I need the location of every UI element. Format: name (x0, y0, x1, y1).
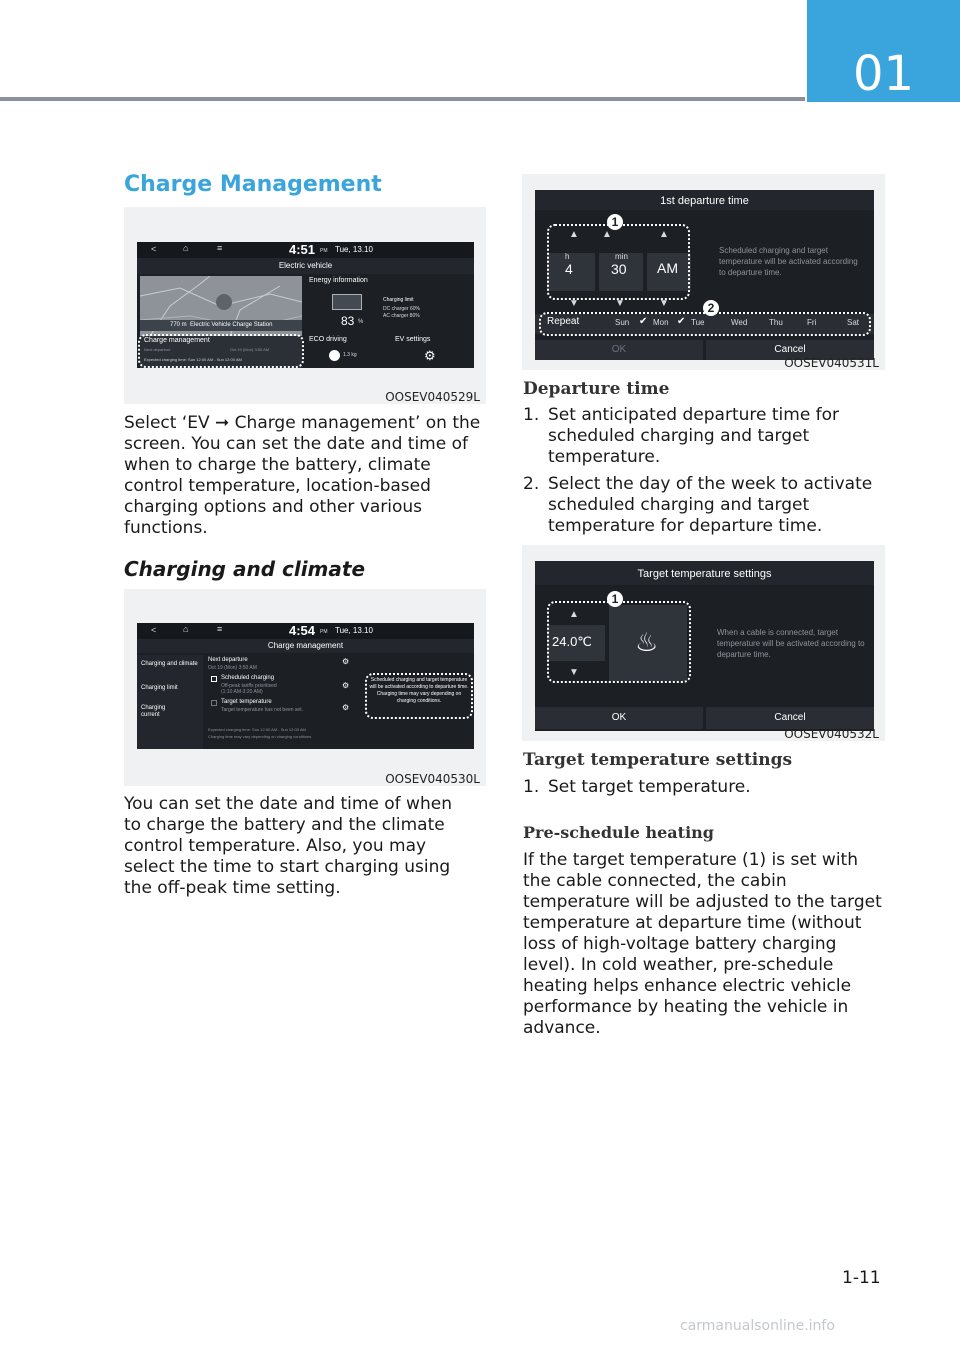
step-text: Set anticipated departure time for scheduled charging and target temperature. (548, 405, 840, 467)
figure-departure-time (522, 174, 885, 370)
figure-target-temperature (522, 545, 885, 741)
map-poi: Electric Vehicle Charge Station (190, 322, 273, 328)
step-number: 1. (523, 405, 540, 425)
step-2 (523, 474, 883, 537)
ok-button[interactable]: OK (535, 340, 703, 360)
temperature-value[interactable]: 24.0℃ (552, 634, 592, 649)
battery-icon (332, 294, 362, 310)
day-mon[interactable]: Mon (653, 318, 669, 327)
clock: 4:51 (289, 242, 316, 257)
ev-settings-label[interactable]: EV settings (395, 336, 431, 343)
badge-2: 2 (703, 300, 719, 316)
screen-title: Target temperature settings (535, 561, 874, 585)
note-text: When a cable is connected, target temperature will be activated according to departure time. (717, 628, 865, 659)
expected-time: Expected charging time: Sun 12:00 AM - Sun 12:00 AM (144, 357, 242, 362)
h-down-icon[interactable]: ▼ (569, 298, 579, 309)
side-item-charging-limit[interactable]: Charging limit (141, 685, 178, 691)
check-icon: ✔ (639, 316, 648, 327)
departure-steps (523, 405, 883, 537)
expected-note: Charging time may vary depending on charging conditions. (208, 734, 313, 739)
target-heading: Target temperature settings (523, 750, 793, 770)
map-distance: 770 m (170, 322, 187, 328)
subheading-charging-climate: Charging and climate (124, 557, 366, 581)
ampm-value[interactable]: AM (657, 260, 678, 276)
hour-value[interactable]: 4 (565, 261, 573, 277)
side-item-charging-climate[interactable]: Charging and climate (141, 661, 198, 667)
right-note: Scheduled charging and target temperature will be activated according to departure time. Charging time may vary depending on charging conditions. (369, 677, 469, 704)
charge-mgmt-screen (137, 623, 474, 749)
badge-1: 1 (607, 214, 623, 230)
dc-charger: DC charger 60% (383, 306, 420, 312)
screen-title: Electric vehicle (137, 258, 474, 274)
ev-screen (137, 242, 474, 368)
gear-icon[interactable]: ⚙ (342, 681, 350, 690)
step-text: Select the day of the week to activate scheduled charging and target temperature for departure time. (548, 474, 873, 536)
back-icon: < (151, 625, 157, 635)
day-sat[interactable]: Sat (847, 318, 860, 327)
next-departure-label: Next departure (208, 657, 248, 663)
chapter-tab: 01 (807, 0, 960, 102)
figure-code: OOSEV040532L (784, 727, 879, 741)
highlight-box (539, 312, 871, 336)
target-temperature-label: Target temperature (221, 699, 272, 705)
clock-ampm: PM (320, 248, 328, 254)
back-icon: < (151, 244, 157, 254)
section-title: Charge Management (124, 172, 382, 197)
co2-icon (329, 350, 340, 361)
scheduled-sub1: Off-peak tariffs prioritised (221, 683, 277, 689)
day-fri[interactable]: Fri (807, 318, 817, 327)
highlight-box (138, 334, 304, 368)
day-thu[interactable]: Thu (769, 318, 783, 327)
co2-value: 1.3 kg (343, 352, 357, 358)
map-tile (140, 276, 302, 336)
home-icon: ⌂ (183, 624, 189, 634)
gear-icon[interactable]: ⚙ (342, 657, 350, 666)
highlight-box (547, 224, 690, 300)
figure-charge-management (124, 589, 486, 786)
side-menu (137, 655, 203, 749)
date-label: Tue, 13.10 (335, 626, 373, 635)
day-tue[interactable]: Tue (691, 318, 705, 327)
menu-icon: ≡ (217, 243, 223, 253)
minute-label: min (615, 252, 628, 261)
temp-down-icon[interactable]: ▼ (569, 667, 579, 678)
date-label: Tue, 13.10 (335, 245, 373, 254)
battery-percent: 83 (341, 314, 355, 328)
highlight-box (365, 673, 473, 719)
scheduled-checkbox[interactable] (211, 676, 217, 682)
header-rule (0, 97, 805, 101)
step-number: 1. (523, 777, 540, 797)
day-sun[interactable]: Sun (615, 318, 630, 327)
home-icon: ⌂ (183, 243, 189, 253)
repeat-label: Repeat (547, 316, 580, 327)
target-steps (523, 777, 883, 798)
step-1 (523, 405, 883, 468)
eco-driving-label: ECO driving (309, 336, 347, 343)
cancel-button[interactable]: Cancel (706, 707, 874, 729)
percent-sign: % (358, 319, 364, 325)
figure-code: OOSEV040531L (784, 356, 879, 370)
min-down-icon[interactable]: ▼ (615, 298, 625, 309)
hour-label: h (565, 252, 570, 261)
scheduled-sub2: (1:10 AM-3:20 AM) (221, 689, 263, 695)
figure-code: OOSEV040530L (385, 772, 480, 786)
menu-icon: ≡ (217, 624, 223, 634)
departure-heading: Departure time (523, 379, 670, 399)
next-departure-time: Oct 19 (Mon) 3:50 AM (230, 347, 270, 352)
preschedule-text: If the target temperature (1) is set with the cable connected, the cabin temperature will be adjusted to the target temperature at departure time (without loss of high-voltage battery charging level). In cold weather, pre-schedule heating helps enhance electric vehicle performance by heating the vehicle in advance. (523, 850, 882, 1038)
min-up-icon[interactable]: ▲ (602, 229, 612, 240)
figure-ev-screen (124, 207, 486, 404)
clock: 4:54 (289, 623, 316, 638)
charging-limit-label: Charging limit (383, 297, 414, 303)
gear-icon: ⚙ (424, 348, 436, 363)
paragraph-intro: Select ‘EV ➞ Charge management’ on the screen. You can set the date and time of when to charge the battery, climate control temperature, location-based charging options and other various functions. (124, 413, 481, 538)
page-number: 1-11 (842, 1268, 881, 1288)
charge-management-label: Charge management (144, 337, 210, 344)
target-checkbox[interactable] (211, 700, 217, 706)
temp-up-icon[interactable]: ▲ (569, 609, 579, 620)
watermark: carmanualsonline.info (680, 1318, 835, 1334)
preschedule-heading: Pre-schedule heating (523, 823, 714, 842)
defrost-icon[interactable]: ♨ (635, 627, 659, 657)
ok-button[interactable]: OK (535, 707, 703, 729)
ac-charger: AC charger 80% (383, 313, 420, 319)
step-number: 2. (523, 474, 540, 494)
highlight-box (547, 601, 691, 683)
departure-screen (535, 190, 874, 360)
clock-ampm: PM (320, 629, 328, 635)
paragraph-charging-climate: You can set the date and time of when to charge the battery and the climate control temperature. Also, you may select the time to start charging using the off-peak time setting. (124, 794, 452, 898)
next-departure-label: Next departure (144, 347, 171, 352)
h-up-icon[interactable]: ▲ (569, 229, 579, 240)
step-text: Set target temperature. (548, 777, 751, 797)
energy-info-label: Energy information (309, 277, 368, 284)
gear-icon[interactable]: ⚙ (342, 703, 350, 712)
badge-1: 1 (607, 591, 623, 607)
minute-value[interactable]: 30 (611, 261, 627, 277)
target-temp-screen (535, 561, 874, 731)
expected-time: Expected charging time: Sun 12:00 AM - Sun 12:00 AM (208, 727, 306, 732)
screen-title: Charge management (137, 639, 474, 653)
screen-title: 1st departure time (535, 190, 874, 210)
scheduled-charging-label: Scheduled charging (221, 675, 275, 681)
cancel-button[interactable]: Cancel (706, 340, 874, 360)
ampm-up-icon[interactable]: ▲ (659, 229, 669, 240)
note-text: Scheduled charging and target temperature will be activated according to departure time. (719, 246, 858, 277)
side-item-charging-current[interactable]: Charging current (141, 705, 166, 718)
next-departure-time: Oct 19 (Mon) 3:50 AM (208, 665, 257, 671)
ampm-down-icon[interactable]: ▼ (659, 298, 669, 309)
check-icon: ✔ (677, 316, 686, 327)
day-wed[interactable]: Wed (731, 318, 748, 327)
target-temperature-sub: Target temperature has not been set. (221, 707, 303, 713)
step-1 (523, 777, 883, 798)
figure-code: OOSEV040529L (385, 390, 480, 404)
